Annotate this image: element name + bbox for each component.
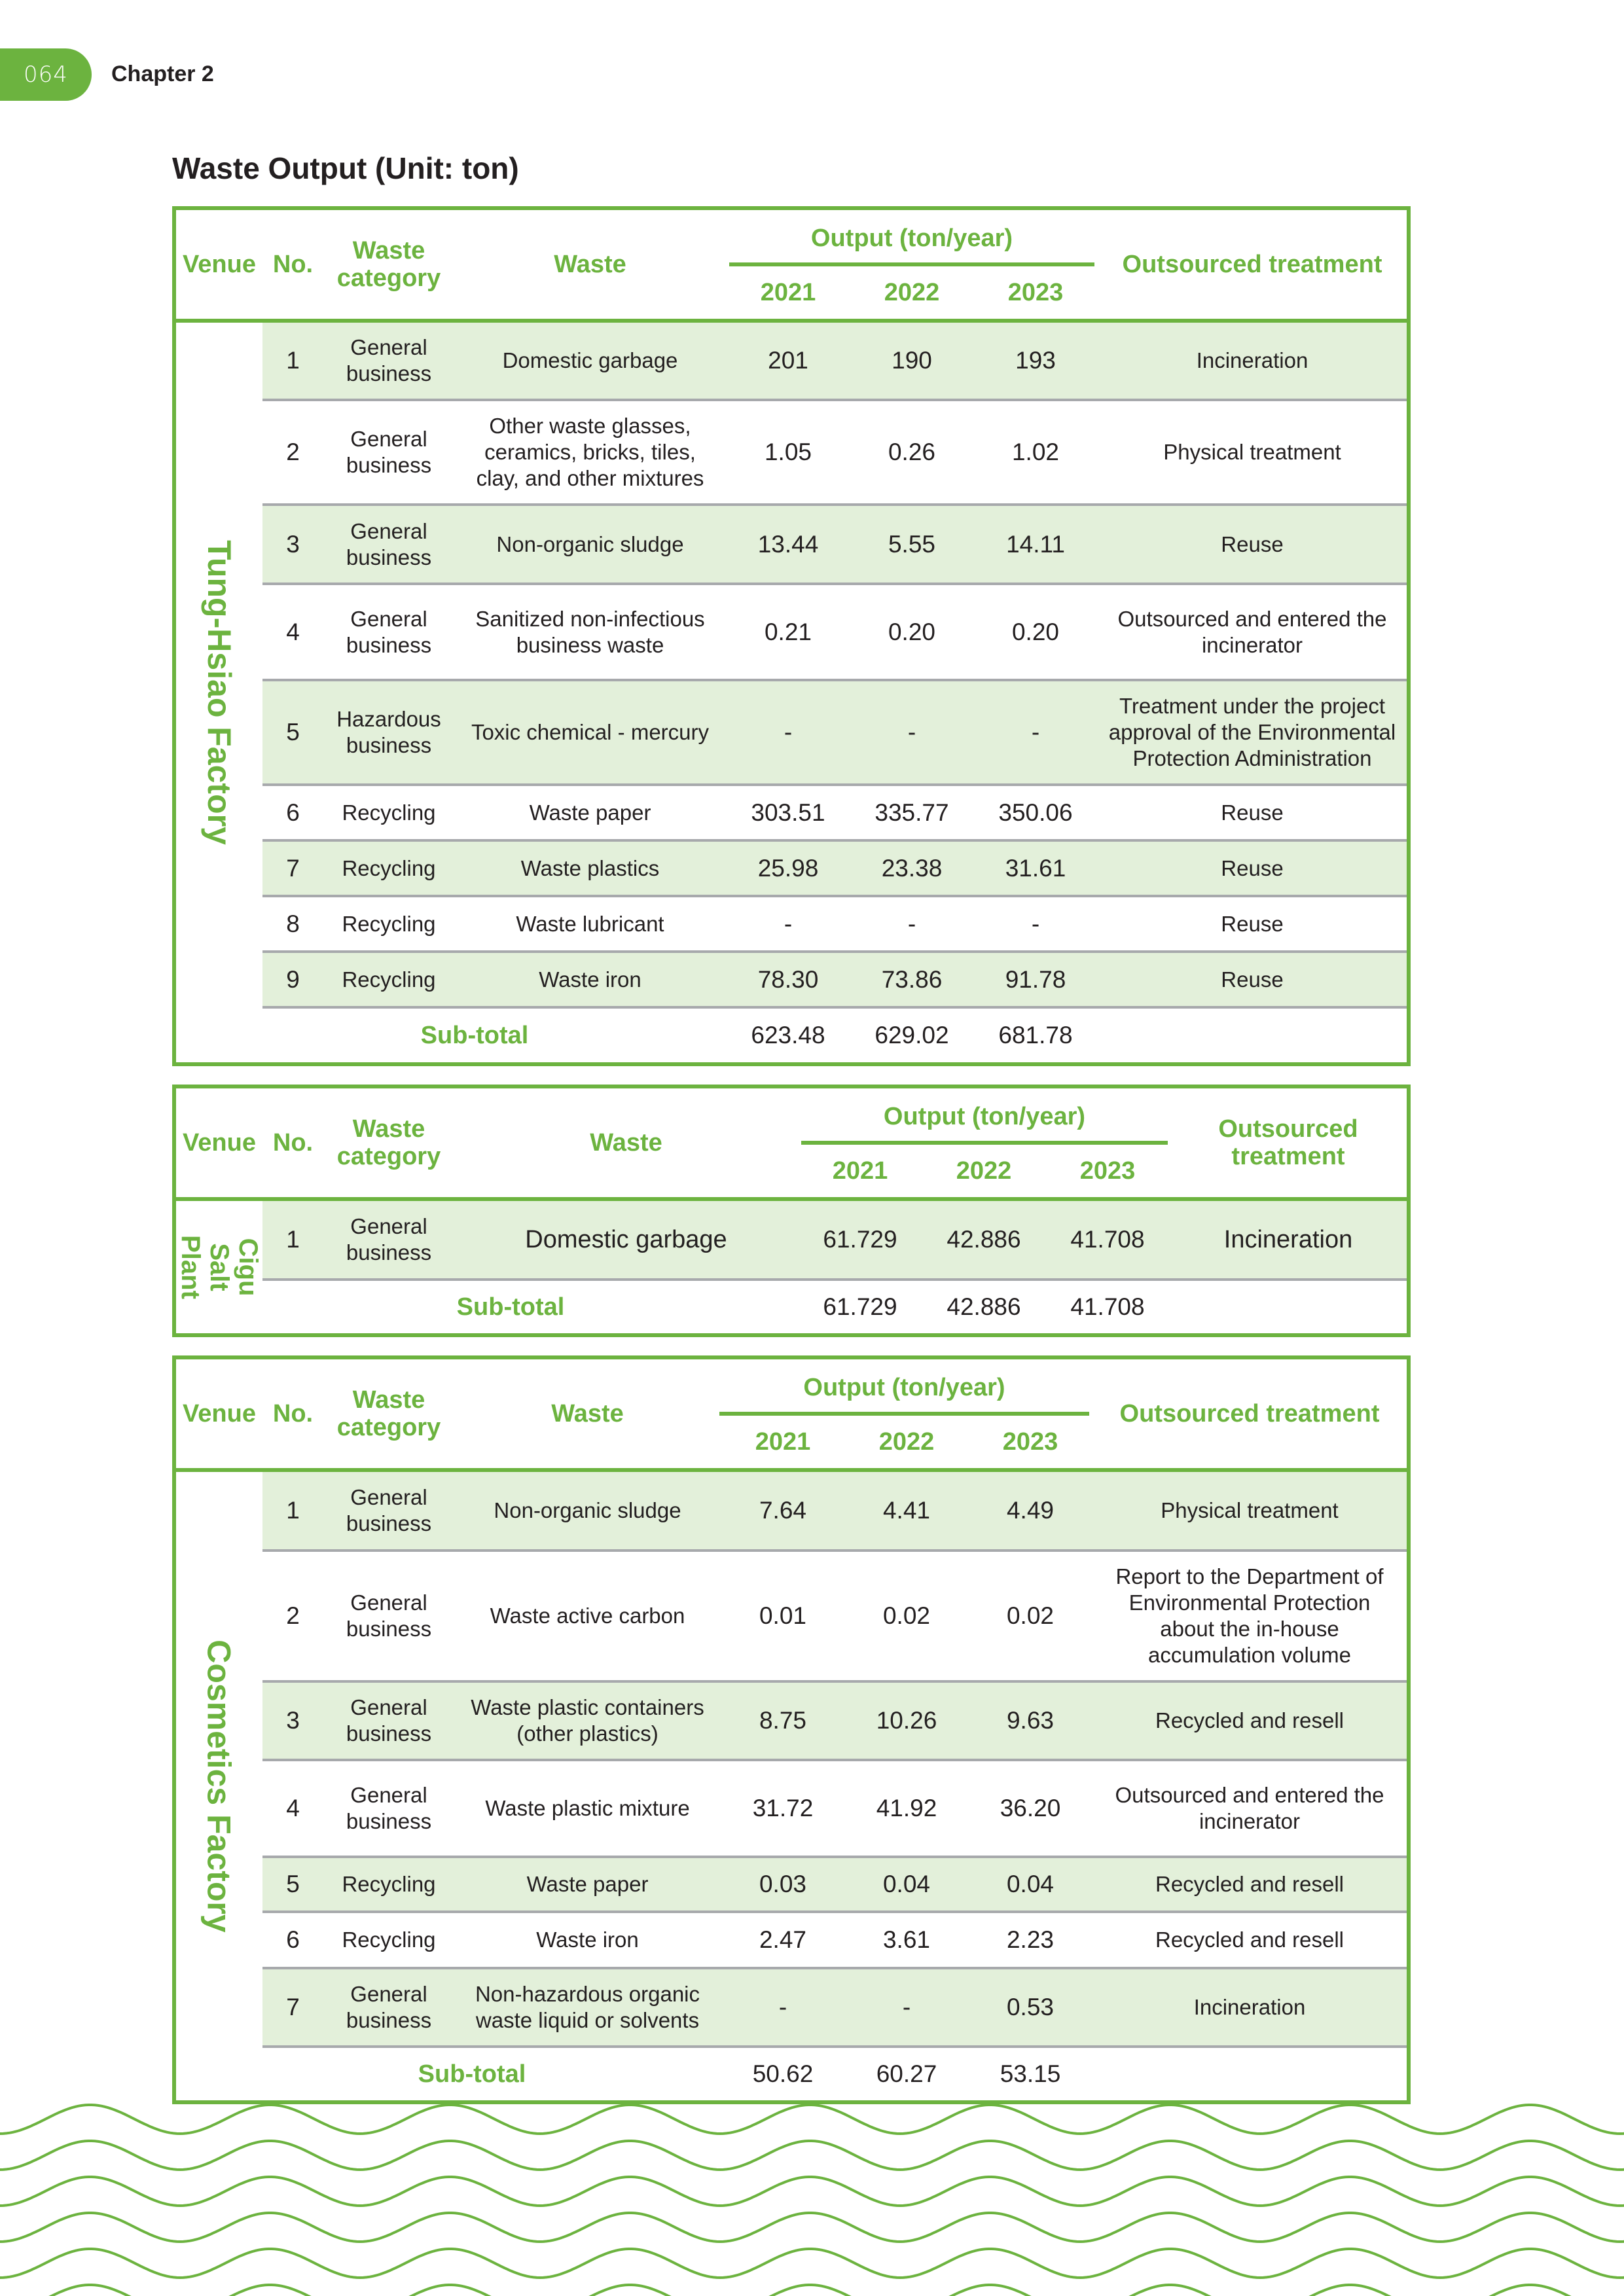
treatment-cell: Recycled and resell — [1155, 1708, 1344, 1732]
venue-label — [176, 1201, 262, 1333]
header-year-2021: 2021 — [832, 1157, 888, 1185]
treatment-cell: Reuse — [1221, 911, 1284, 936]
row-number: 7 — [286, 854, 300, 882]
subtotal-2021: 61.729 — [823, 1293, 897, 1320]
output-2023-cell: 350.06 — [998, 798, 1073, 826]
header-output-rule — [729, 262, 1094, 266]
header-year-2021: 2021 — [760, 279, 816, 306]
treatment-cell: Reuse — [1221, 800, 1284, 825]
table-row — [262, 1858, 1407, 1913]
header-waste: Waste — [554, 251, 626, 278]
treatment-cell: Outsourced and entered the incinerator — [1117, 606, 1387, 657]
row-number: 5 — [286, 1871, 300, 1897]
header-no: No. — [272, 1129, 314, 1157]
treatment-cell: Physical treatment — [1161, 1498, 1339, 1522]
header-year-2022: 2022 — [884, 279, 940, 306]
waste-table — [172, 206, 1411, 1066]
waste-name-cell: Waste plastic mixture — [485, 1796, 690, 1820]
output-2021-cell: - — [784, 910, 793, 937]
treatment-cell: Recycled and resell — [1155, 1872, 1344, 1896]
header-year-2023: 2023 — [1007, 279, 1064, 306]
output-2023-cell: 193 — [1015, 347, 1056, 374]
waste-name-cell: Domestic garbage — [525, 1226, 727, 1253]
page-title: Waste Output (Unit: ton) — [172, 151, 519, 185]
output-2021-cell: 201 — [768, 347, 808, 374]
waste-category-cell: Recycling — [342, 967, 436, 992]
header-year-2023: 2023 — [1079, 1157, 1136, 1185]
wave-line — [0, 2177, 1624, 2206]
waste-name-cell: Toxic chemical - mercury — [471, 720, 710, 744]
output-2022-cell: 23.38 — [881, 854, 943, 882]
header-output-rule — [801, 1141, 1168, 1145]
row-number: 1 — [286, 347, 300, 374]
treatment-cell: Recycled and resell — [1155, 1928, 1344, 1952]
row-number: 6 — [286, 798, 300, 826]
header-output: Output (ton/year) — [883, 1103, 1086, 1130]
chapter-label: Chapter 2 — [111, 62, 214, 86]
output-2021-cell: 1.05 — [764, 439, 812, 465]
waste-category-cell: General business — [346, 427, 432, 477]
venue-label — [176, 1472, 262, 2100]
table-row — [262, 1552, 1407, 1683]
row-number: 2 — [286, 439, 300, 465]
output-2022-cell: 4.41 — [882, 1497, 930, 1524]
subtotal-2021: 623.48 — [751, 1022, 825, 1049]
output-2023-cell: 2.23 — [1006, 1926, 1054, 1953]
output-2023-cell: 0.53 — [1006, 1994, 1054, 2020]
waste-name-cell: Sanitized non-infectious business waste — [475, 606, 705, 657]
waste-category-cell: General business — [346, 1214, 432, 1265]
header-no: No. — [272, 251, 314, 278]
table-row — [262, 786, 1407, 842]
row-number: 4 — [286, 1795, 300, 1821]
output-2022-cell: - — [902, 1994, 911, 2020]
table-row — [262, 1913, 1407, 1969]
header-waste: Waste — [551, 1400, 624, 1427]
output-2021-cell: 7.64 — [759, 1497, 806, 1524]
table-header — [176, 210, 1407, 323]
treatment-cell: Incineration — [1223, 1226, 1353, 1253]
waste-category-cell: Recycling — [342, 911, 436, 936]
row-number: 1 — [286, 1226, 300, 1253]
output-2023-cell: - — [1031, 719, 1040, 745]
waste-category-cell: Recycling — [342, 800, 436, 825]
table-row — [262, 897, 1407, 953]
subtotal-2023: 41.708 — [1070, 1293, 1145, 1320]
wave-line — [0, 2141, 1624, 2170]
subtotal-label: Sub-total — [418, 2060, 526, 2088]
output-2022-cell: 190 — [892, 347, 932, 374]
header-year-2021: 2021 — [755, 1428, 811, 1456]
output-2021-cell: 303.51 — [751, 798, 825, 826]
output-2021-cell: 0.03 — [759, 1871, 806, 1897]
header-output: Output (ton/year) — [810, 224, 1013, 252]
output-2021-cell: 2.47 — [759, 1926, 806, 1953]
header-year-2023: 2023 — [1002, 1428, 1058, 1456]
waste-name-cell: Non-organic sludge — [494, 1498, 681, 1522]
treatment-cell: Reuse — [1221, 855, 1284, 880]
waste-category-cell: General business — [346, 1695, 432, 1746]
row-number: 1 — [286, 1497, 300, 1524]
venue-name: Cosmetics Factory — [201, 1640, 238, 1933]
subtotal-2023: 53.15 — [1000, 2060, 1061, 2087]
table-row — [262, 1683, 1407, 1761]
table-row — [262, 506, 1407, 585]
treatment-cell: Reuse — [1221, 531, 1284, 556]
waste-table — [172, 1085, 1411, 1337]
output-2023-cell: 31.61 — [1005, 854, 1066, 882]
row-number: 4 — [286, 618, 300, 645]
output-2021-cell: 61.729 — [823, 1226, 897, 1253]
table-row — [262, 401, 1407, 506]
waste-name-cell: Waste lubricant — [516, 911, 664, 936]
output-2023-cell: 0.02 — [1006, 1602, 1054, 1629]
treatment-cell: Reuse — [1221, 967, 1284, 992]
row-number: 3 — [286, 1707, 300, 1734]
output-2022-cell: 5.55 — [888, 530, 935, 558]
waste-name-cell: Waste plastic containers (other plastics) — [471, 1695, 704, 1746]
header-output-rule — [719, 1412, 1089, 1416]
table-row — [262, 953, 1407, 1009]
wave-line — [0, 2285, 1624, 2296]
header-waste-category: Waste category — [336, 237, 441, 292]
header-waste-category: Waste category — [336, 1386, 441, 1441]
waste-category-cell: General business — [346, 1982, 432, 2032]
output-2022-cell: 3.61 — [882, 1926, 930, 1953]
output-2022-cell: 42.886 — [947, 1226, 1021, 1253]
output-2023-cell: 4.49 — [1006, 1497, 1054, 1524]
venue-name: Cigu Salt Plant — [176, 1235, 262, 1299]
subtotal-row — [262, 1281, 1407, 1333]
header-venue: Venue — [183, 1400, 256, 1427]
header-outsourced-treatment: Outsourced treatment — [1119, 1400, 1380, 1427]
waste-name-cell: Waste iron — [539, 967, 641, 992]
table-row — [262, 585, 1407, 681]
header-year-2022: 2022 — [878, 1428, 935, 1456]
subtotal-label: Sub-total — [456, 1293, 565, 1321]
wave-line — [0, 2213, 1624, 2242]
header-output: Output (ton/year) — [803, 1374, 1005, 1401]
treatment-cell: Outsourced and entered the incinerator — [1115, 1783, 1384, 1833]
table-row — [262, 1201, 1407, 1281]
output-2023-cell: 36.20 — [1000, 1795, 1061, 1821]
header-outsourced-treatment: Outsourced treatment — [1122, 251, 1382, 278]
row-number: 9 — [286, 965, 300, 993]
subtotal-label: Sub-total — [420, 1022, 529, 1049]
wave-line — [0, 2105, 1624, 2134]
header-outsourced-treatment: Outsourced treatment — [1218, 1115, 1358, 1170]
table-row — [262, 1969, 1407, 2048]
header-waste: Waste — [590, 1129, 662, 1157]
row-number: 2 — [286, 1602, 300, 1629]
table-row — [262, 323, 1407, 401]
wave-line — [0, 2249, 1624, 2278]
waste-category-cell: General business — [346, 606, 432, 657]
venue-name: Tung-Hsiao Factory — [201, 540, 238, 845]
subtotal-2022: 42.886 — [947, 1293, 1021, 1320]
output-2021-cell: 8.75 — [759, 1707, 806, 1734]
waste-name-cell: Waste paper — [526, 1872, 649, 1896]
treatment-cell: Report to the Department of Environmental Protection about the in-house accumulation volume — [1115, 1564, 1384, 1667]
waste-category-cell: General business — [346, 518, 432, 569]
output-2023-cell: - — [1031, 910, 1040, 937]
row-number: 3 — [286, 530, 300, 558]
subtotal-2022: 629.02 — [875, 1022, 949, 1049]
treatment-cell: Incineration — [1193, 1995, 1306, 2019]
treatment-cell: Incineration — [1196, 348, 1308, 372]
output-2022-cell: 73.86 — [881, 965, 943, 993]
output-2022-cell: 335.77 — [875, 798, 949, 826]
output-2023-cell: 0.04 — [1006, 1871, 1054, 1897]
output-2022-cell: - — [907, 719, 916, 745]
subtotal-row — [262, 1009, 1407, 1062]
output-2021-cell: 78.30 — [757, 965, 819, 993]
waste-name-cell: Waste paper — [529, 800, 651, 825]
output-2023-cell: 14.11 — [1006, 530, 1065, 558]
header-waste-category: Waste category — [336, 1115, 441, 1170]
table-row — [262, 681, 1407, 786]
subtotal-2022: 60.27 — [876, 2060, 937, 2087]
table-row — [262, 1761, 1407, 1858]
output-2023-cell: 9.63 — [1006, 1707, 1054, 1734]
output-2021-cell: 31.72 — [752, 1795, 814, 1821]
header-venue: Venue — [183, 251, 256, 278]
output-2023-cell: 91.78 — [1005, 965, 1066, 993]
subtotal-2023: 681.78 — [998, 1022, 1073, 1049]
output-2021-cell: 25.98 — [757, 854, 819, 882]
output-2021-cell: 13.44 — [757, 530, 819, 558]
waste-category-cell: Hazardous business — [336, 707, 441, 757]
table-header — [176, 1359, 1407, 1472]
waste-category-cell: General business — [346, 1485, 432, 1535]
output-2023-cell: 0.20 — [1011, 618, 1059, 645]
output-2022-cell: - — [907, 910, 916, 937]
page-number-badge: 064 — [0, 48, 92, 101]
output-2021-cell: - — [784, 719, 793, 745]
waste-category-cell: General business — [346, 1590, 432, 1641]
waste-category-cell: Recycling — [342, 855, 436, 880]
venue-label — [176, 323, 262, 1062]
waste-name-cell: Non-hazardous organic waste liquid or solvents — [475, 1982, 700, 2032]
subtotal-2021: 50.62 — [752, 2060, 814, 2087]
waste-name-cell: Waste active carbon — [490, 1604, 685, 1628]
waste-table — [172, 1355, 1411, 2104]
row-number: 7 — [286, 1994, 300, 2020]
waste-name-cell: Other waste glasses, ceramics, bricks, tiles, clay, and other mixtures — [476, 414, 704, 490]
row-number: 5 — [286, 719, 300, 745]
row-number: 6 — [286, 1926, 300, 1953]
waste-category-cell: General business — [346, 1783, 432, 1833]
waste-category-cell: Recycling — [342, 1928, 436, 1952]
output-2022-cell: 0.26 — [888, 439, 935, 465]
table-header — [176, 1088, 1407, 1201]
table-row — [262, 842, 1407, 897]
waste-name-cell: Domestic garbage — [502, 348, 678, 372]
waste-name-cell: Non-organic sludge — [496, 531, 684, 556]
header-no: No. — [272, 1400, 314, 1427]
wave-decoration — [0, 2081, 1624, 2296]
header-year-2022: 2022 — [956, 1157, 1012, 1185]
output-2022-cell: 0.04 — [882, 1871, 930, 1897]
output-2022-cell: 0.02 — [882, 1602, 930, 1629]
output-2021-cell: - — [778, 1994, 787, 2020]
header-venue: Venue — [183, 1129, 256, 1157]
output-2022-cell: 0.20 — [888, 618, 935, 645]
treatment-cell: Physical treatment — [1163, 440, 1341, 464]
output-2021-cell: 0.01 — [759, 1602, 806, 1629]
table-row — [262, 1472, 1407, 1552]
treatment-cell: Treatment under the project approval of the Environmental Protection Administration — [1108, 694, 1396, 770]
waste-category-cell: Recycling — [342, 1872, 436, 1896]
output-2021-cell: 0.21 — [764, 618, 812, 645]
waste-category-cell: General business — [346, 335, 432, 386]
output-2023-cell: 41.708 — [1070, 1226, 1145, 1253]
output-2022-cell: 41.92 — [876, 1795, 937, 1821]
waste-name-cell: Waste iron — [536, 1928, 639, 1952]
waste-name-cell: Waste plastics — [520, 855, 660, 880]
output-2023-cell: 1.02 — [1011, 439, 1059, 465]
row-number: 8 — [286, 910, 300, 937]
output-2022-cell: 10.26 — [876, 1707, 937, 1734]
